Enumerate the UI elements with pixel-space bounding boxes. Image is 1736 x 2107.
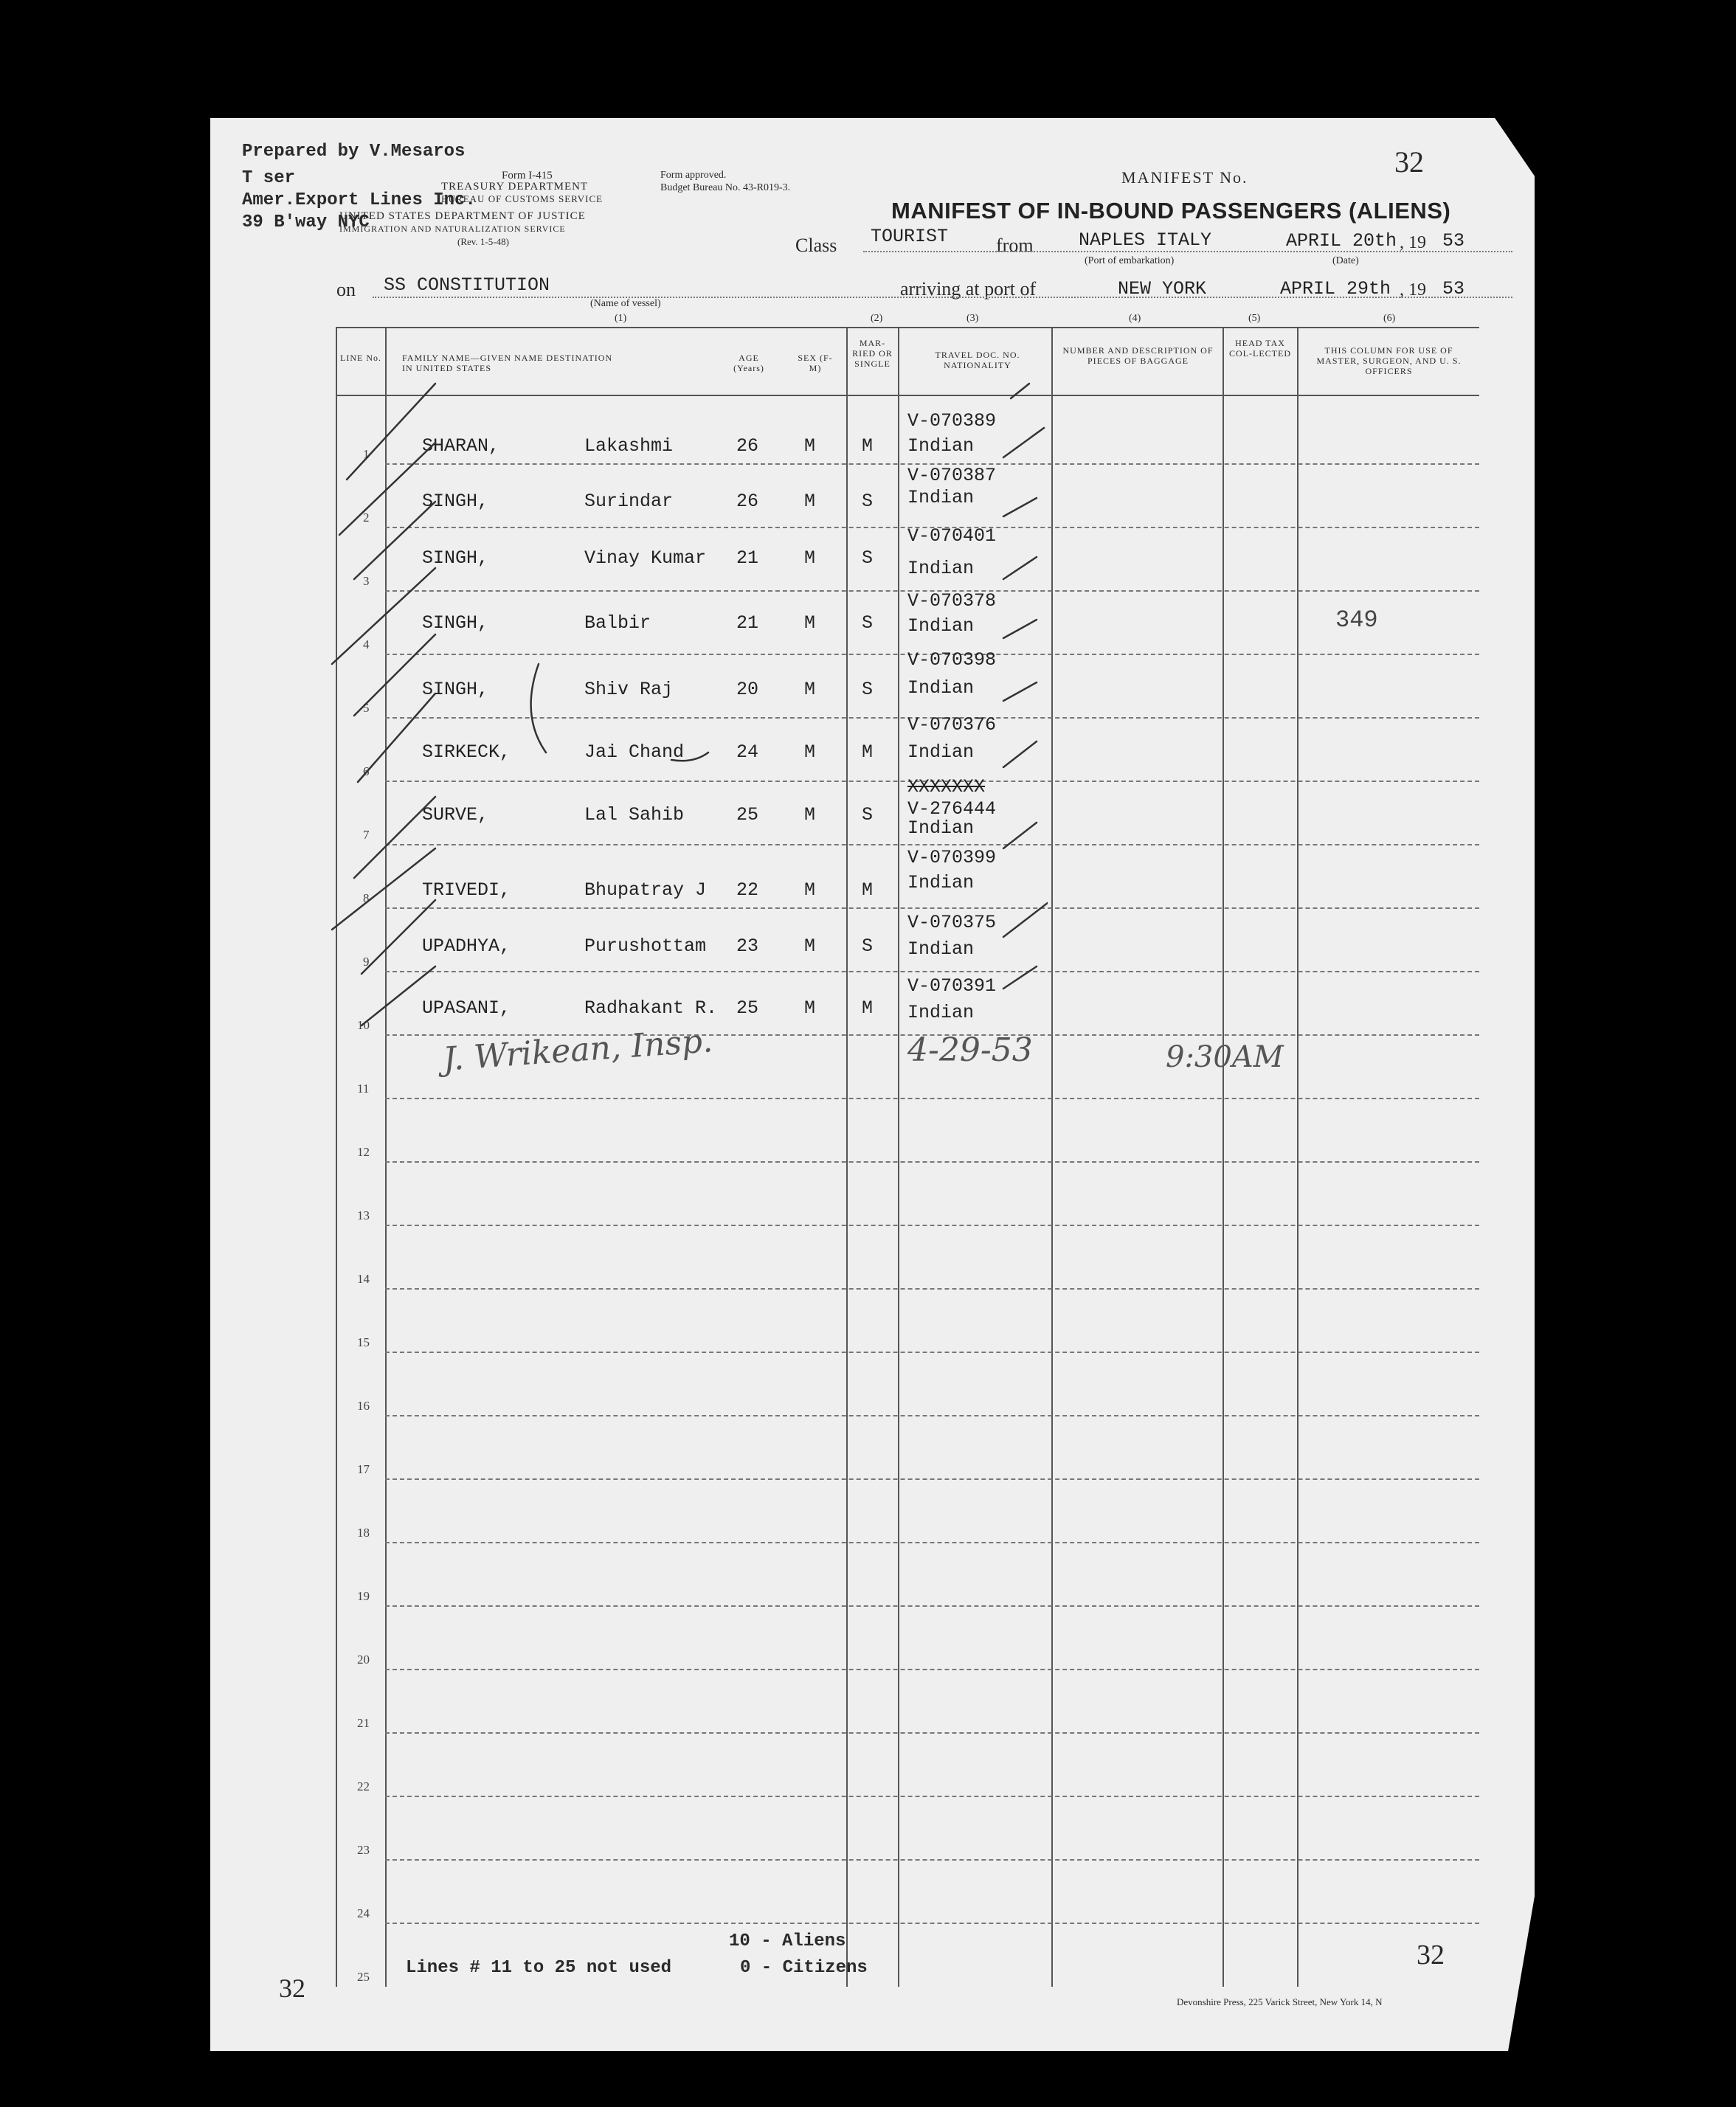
- family-name: SINGH,: [422, 547, 489, 569]
- family-name: TRIVEDI,: [422, 879, 511, 901]
- header-sex: SEX (F-M): [798, 353, 833, 373]
- family-name: UPASANI,: [422, 997, 511, 1019]
- line-number: 4: [363, 637, 370, 651]
- inspection-time: 9:30AM: [1166, 1040, 1284, 1074]
- line-number: 24: [357, 1906, 370, 1920]
- marital-status: S: [862, 804, 874, 826]
- marital-status: S: [862, 679, 874, 700]
- family-name: SINGH,: [422, 679, 489, 700]
- col-divider: [1297, 327, 1298, 1987]
- nationality: Indian: [907, 558, 975, 579]
- marital-status: S: [862, 547, 874, 569]
- line-number: 6: [363, 764, 370, 778]
- nationality: Indian: [907, 741, 975, 763]
- struck-doc-no: XXXXXXX: [907, 776, 986, 798]
- col-number-5: (5): [1248, 313, 1261, 324]
- nationality: Indian: [907, 817, 975, 839]
- inspector-signature: J. Wrikean, Insp.: [441, 1022, 714, 1079]
- given-name: Vinay Kumar: [584, 547, 707, 569]
- row-separator: [385, 1669, 1479, 1670]
- header-line-no: LINE No.: [340, 353, 381, 363]
- nationality: Indian: [907, 615, 975, 637]
- line-number: 18: [357, 1526, 370, 1540]
- travel-doc-no: V-070376: [907, 714, 997, 736]
- line-number: 17: [357, 1462, 370, 1476]
- pen-check-marks: [325, 369, 1048, 1077]
- travel-doc-no: V-070399: [907, 847, 997, 868]
- travel-doc-no: V-276444: [907, 798, 997, 820]
- nationality: Indian: [907, 1002, 975, 1023]
- row-separator: [385, 1605, 1479, 1607]
- header-travel-doc: TRAVEL DOC. NO. NATIONALITY: [935, 350, 1020, 370]
- marital-status: M: [862, 435, 874, 457]
- col-number-3: (3): [966, 313, 979, 324]
- line-number: 19: [357, 1589, 370, 1603]
- line-number: 8: [363, 891, 370, 905]
- page-number-left: 32: [279, 1973, 305, 2003]
- sex: M: [804, 935, 816, 957]
- age: 26: [736, 491, 759, 512]
- year-prefix: , 19: [1400, 233, 1426, 252]
- family-name: SINGH,: [422, 491, 489, 512]
- marital-status: S: [862, 491, 874, 512]
- aliens-count: 10 - Aliens: [729, 1931, 846, 1951]
- arriving-label: arriving at port of: [900, 278, 1037, 300]
- given-name: Lal Sahib: [584, 804, 685, 826]
- sex: M: [804, 997, 816, 1019]
- line-number: 5: [363, 701, 370, 715]
- sex: M: [804, 491, 816, 512]
- manifest-title: MANIFEST OF IN-BOUND PASSENGERS (ALIENS): [891, 198, 1451, 224]
- travel-doc-no: V-070389: [907, 410, 997, 432]
- age: 25: [736, 804, 759, 826]
- row-separator: [385, 1796, 1479, 1797]
- col-divider: [1051, 327, 1053, 1987]
- row-separator: [385, 1542, 1479, 1543]
- marital-status: S: [862, 612, 874, 634]
- line-number: 1: [363, 447, 370, 461]
- vessel-name: SS CONSTITUTION: [384, 274, 550, 296]
- line-number: 9: [363, 955, 370, 969]
- line-number: 7: [363, 828, 370, 842]
- company-address: 39 B'way NYC: [242, 212, 370, 232]
- form-revision: (Rev. 1-5-48): [457, 236, 509, 247]
- company-name: Amer.Export Lines Inc.: [242, 190, 476, 210]
- col-number-2: (2): [871, 313, 883, 324]
- row-separator: [385, 1478, 1479, 1480]
- agent-line: T ser: [242, 168, 296, 188]
- from-label: from: [996, 235, 1034, 256]
- lines-not-used: Lines # 11 to 25 not used: [406, 1958, 672, 1978]
- family-name: UPADHYA,: [422, 935, 511, 957]
- sex: M: [804, 741, 816, 763]
- travel-doc-no: V-070391: [907, 975, 997, 997]
- line-number: 20: [357, 1653, 370, 1667]
- col-divider: [1223, 327, 1224, 1987]
- travel-doc-no: V-070398: [907, 649, 997, 671]
- age: 25: [736, 997, 759, 1019]
- customs-bureau: BUREAU OF CUSTOMS SERVICE: [441, 193, 604, 204]
- marital-status: M: [862, 997, 874, 1019]
- line-number: 2: [363, 511, 370, 525]
- row-separator: [385, 1225, 1479, 1226]
- age: 20: [736, 679, 759, 700]
- arrival-year: 53: [1442, 278, 1465, 300]
- sex: M: [804, 547, 816, 569]
- vessel-underline: [373, 297, 1512, 298]
- line-number: 16: [357, 1399, 370, 1413]
- age: 26: [736, 435, 759, 457]
- header-name: FAMILY NAME—GIVEN NAME DESTINATION IN UNITED STATES: [402, 353, 613, 373]
- family-name: SINGH,: [422, 612, 489, 634]
- page-number-right: 32: [1417, 1940, 1445, 1971]
- line-number: 13: [357, 1208, 370, 1222]
- class-label: Class: [795, 235, 837, 256]
- given-name: Lakashmi: [584, 435, 674, 457]
- arrival-year-prefix: , 19: [1400, 280, 1426, 300]
- age: 23: [736, 935, 759, 957]
- marital-status: M: [862, 879, 874, 901]
- justice-dept: UNITED STATES DEPARTMENT OF JUSTICE: [339, 210, 586, 222]
- line-number: 22: [357, 1779, 370, 1793]
- nationality: Indian: [907, 435, 975, 457]
- sex: M: [804, 435, 816, 457]
- age: 21: [736, 547, 759, 569]
- sex: M: [804, 804, 816, 826]
- sex: M: [804, 612, 816, 634]
- header-married: MAR-RIED OR SINGLE: [852, 338, 893, 369]
- header-age: AGE (Years): [733, 353, 764, 373]
- col-number-4: (4): [1129, 313, 1141, 324]
- line-number: 11: [357, 1082, 370, 1096]
- age: 21: [736, 612, 759, 634]
- given-name: Shiv Raj: [584, 679, 674, 700]
- embarkation-date: APRIL 20th: [1286, 230, 1397, 252]
- prepared-by: Prepared by V.Mesaros: [242, 142, 466, 162]
- manifest-number: 32: [1394, 145, 1424, 179]
- vessel-col-number: (1): [615, 313, 627, 324]
- nationality: Indian: [907, 938, 975, 960]
- table-top-border: [336, 327, 1479, 328]
- age: 24: [736, 741, 759, 763]
- line-number: 12: [357, 1145, 370, 1159]
- line-number: 3: [363, 574, 370, 588]
- citizens-count: 0 - Citizens: [740, 1958, 868, 1978]
- family-name: SIRKECK,: [422, 741, 511, 763]
- printer-imprint: Devonshire Press, 225 Varick Street, New York 14, N: [1177, 1996, 1383, 2007]
- row-separator: [385, 1352, 1479, 1353]
- officer-mark: 349: [1335, 606, 1378, 634]
- line-number: 15: [357, 1335, 370, 1349]
- travel-doc-no: V-070378: [907, 590, 997, 612]
- nationality: Indian: [907, 487, 975, 508]
- header-officers: THIS COLUMN FOR USE OF MASTER, SURGEON, AND U. S. OFFICERS: [1316, 345, 1462, 376]
- travel-doc-no: V-070375: [907, 912, 997, 933]
- given-name: Purushottam: [584, 935, 707, 957]
- marital-status: M: [862, 741, 874, 763]
- line-number: 23: [357, 1843, 370, 1857]
- line-number: 21: [357, 1716, 370, 1730]
- nationality: Indian: [907, 677, 975, 699]
- vessel-caption: (Name of vessel): [590, 298, 661, 309]
- row-separator: [385, 1923, 1479, 1924]
- given-name: Balbir: [584, 612, 651, 634]
- sex: M: [804, 679, 816, 700]
- port-of-embarkation: NAPLES ITALY: [1079, 229, 1212, 251]
- given-name: Surindar: [584, 491, 674, 512]
- class-value: TOURIST: [871, 226, 949, 247]
- header-baggage: NUMBER AND DESCRIPTION OF PIECES OF BAGGAGE: [1062, 345, 1214, 366]
- family-name: SHARAN,: [422, 435, 500, 457]
- marital-status: S: [862, 935, 874, 957]
- family-name: SURVE,: [422, 804, 489, 826]
- header-head-tax: HEAD TAX COL-LECTED: [1229, 338, 1291, 359]
- on-label: on: [336, 279, 356, 300]
- line-number: 14: [357, 1272, 370, 1286]
- row-separator: [385, 1415, 1479, 1416]
- given-name: Jai Chand: [584, 741, 685, 763]
- row-separator: [385, 1859, 1479, 1861]
- col-number-6: (6): [1383, 313, 1396, 324]
- arrival-date: APRIL 29th: [1280, 278, 1391, 300]
- line-number: 25: [357, 1970, 370, 1984]
- given-name: Bhupatray J: [584, 879, 707, 901]
- form-approved: Form approved.: [660, 170, 727, 181]
- age: 22: [736, 879, 759, 901]
- form-number: Form I-415: [502, 170, 553, 181]
- date-caption: (Date): [1332, 255, 1359, 266]
- row-separator: [385, 1098, 1479, 1099]
- class-underline: [863, 251, 1512, 252]
- row-separator: [385, 1288, 1479, 1290]
- travel-doc-no: V-070401: [907, 525, 997, 547]
- row-separator: [385, 1161, 1479, 1163]
- given-name: Radhakant R.: [584, 997, 718, 1019]
- travel-doc-no: V-070387: [907, 465, 997, 486]
- budget-bureau: Budget Bureau No. 43-R019-3.: [660, 182, 791, 193]
- ins-service: IMMIGRATION AND NATURALIZATION SERVICE: [339, 224, 566, 234]
- inspection-date: 4-29-53: [907, 1031, 1033, 1069]
- sex: M: [804, 879, 816, 901]
- treasury-dept: TREASURY DEPARTMENT: [441, 181, 589, 193]
- row-separator: [385, 1732, 1479, 1734]
- manifest-label: MANIFEST No.: [1121, 168, 1248, 187]
- nationality: Indian: [907, 872, 975, 893]
- port-embark-caption: (Port of embarkation): [1085, 255, 1175, 266]
- embarkation-year: 53: [1442, 230, 1465, 252]
- line-number: 10: [357, 1018, 370, 1032]
- arrival-port: NEW YORK: [1118, 278, 1207, 300]
